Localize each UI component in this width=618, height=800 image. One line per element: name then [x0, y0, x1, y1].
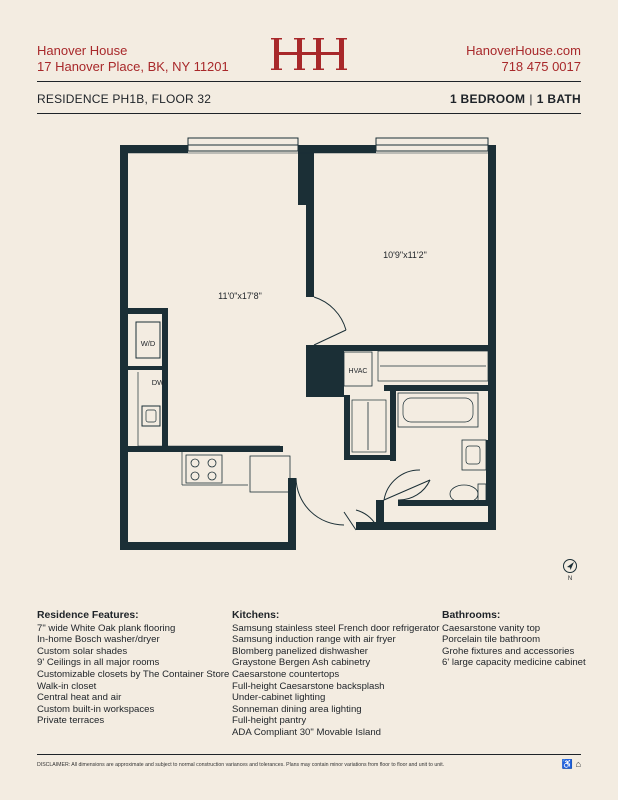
feature-item: ADA Compliant 30" Movable Island: [232, 726, 381, 738]
feature-item: Porcelain tile bathroom: [442, 634, 541, 646]
hvac-label: HVAC: [348, 368, 368, 375]
bathroom-features: [442, 610, 586, 669]
header-left: [37, 43, 229, 75]
interior-walls: [128, 145, 490, 506]
feature-item: Private terraces: [37, 715, 105, 727]
bed-bath-summary: [450, 92, 581, 106]
floor-plan: [0, 120, 618, 560]
residence-title: RESIDENCE PH1B, FLOOR 32: [37, 92, 212, 106]
feature-item: Blomberg panelized dishwasher: [232, 645, 368, 657]
feature-item: 7" wide White Oak plank flooring: [37, 622, 176, 634]
header-right: [466, 43, 581, 75]
feature-item: Sonneman dining area lighting: [232, 703, 362, 715]
feature-item: 9' Ceilings in all major rooms: [37, 657, 160, 669]
footer-divider: [37, 754, 581, 755]
feature-item: Graystone Bergen Ash cabinetry: [232, 657, 371, 669]
website-link[interactable]: HanoverHouse.com: [466, 43, 581, 58]
feature-item: Customizable closets by The Container Store: [37, 668, 230, 680]
feature-item: Samsung stainless steel French door refrigerator: [232, 622, 440, 634]
phone-number[interactable]: 718 475 0017: [501, 59, 581, 74]
kitchen-features: [232, 610, 439, 739]
feature-item: Caesarstone vanity top: [442, 622, 541, 634]
refrigerator: [250, 456, 290, 492]
feature-item: Samsung induction range with air fryer: [232, 634, 396, 646]
feature-item: Grohe fixtures and accessories: [442, 645, 575, 657]
bath-count: 1 BATH: [536, 92, 581, 106]
hanover-house-logo: [270, 36, 348, 72]
feature-item: Central heat and air: [37, 692, 122, 704]
feature-item: Full-height pantry: [232, 715, 307, 727]
wheelchair-icon: ♿: [561, 759, 574, 769]
disclaimer-text: DISCLAIMER: All dimensions are approximate and subject to normal construction variances and tolerances. Plans may contain minor variations from floor to floor and unit to unit.: [37, 762, 445, 768]
bed-bath-separator: |: [529, 92, 533, 106]
doors: [296, 297, 430, 530]
vanity: [462, 440, 486, 470]
bedroom-dimensions: 10'9"x11'2": [383, 250, 427, 260]
feature-item: Under-cabinet lighting: [232, 692, 326, 704]
compass-label: N: [567, 576, 573, 582]
feature-item: Walk-in closet: [37, 680, 97, 692]
footer-icons: [562, 759, 581, 770]
living-dimensions: 11'0"x17'8": [218, 291, 262, 301]
washer-dryer-label: W/D: [140, 339, 156, 348]
header-divider: [37, 81, 581, 82]
building-address: 17 Hanover Place, BK, NY 11201: [37, 59, 229, 74]
feature-item: Full-height Caesarstone backsplash: [232, 680, 385, 692]
bedroom-count: 1 BEDROOM: [449, 92, 526, 106]
residence-features: [37, 610, 229, 727]
compass-icon: [560, 556, 580, 582]
bathroom-features-title: Bathrooms:: [442, 610, 501, 621]
equal-housing-icon: ⌂: [575, 759, 581, 769]
feature-item: Custom built-in workspaces: [37, 703, 155, 715]
feature-item: Custom solar shades: [37, 645, 128, 657]
range-cooktop: [186, 455, 222, 483]
title-divider: [37, 113, 581, 114]
feature-item: Caesarstone countertops: [232, 668, 340, 680]
building-name: Hanover House: [37, 43, 128, 58]
dishwasher-label: DW: [151, 378, 165, 387]
feature-item: In-home Bosch washer/dryer: [37, 634, 160, 646]
kitchen-features-title: Kitchens:: [232, 610, 280, 621]
feature-item: 6' large capacity medicine cabinet: [442, 657, 586, 669]
residence-features-title: Residence Features:: [37, 610, 139, 621]
